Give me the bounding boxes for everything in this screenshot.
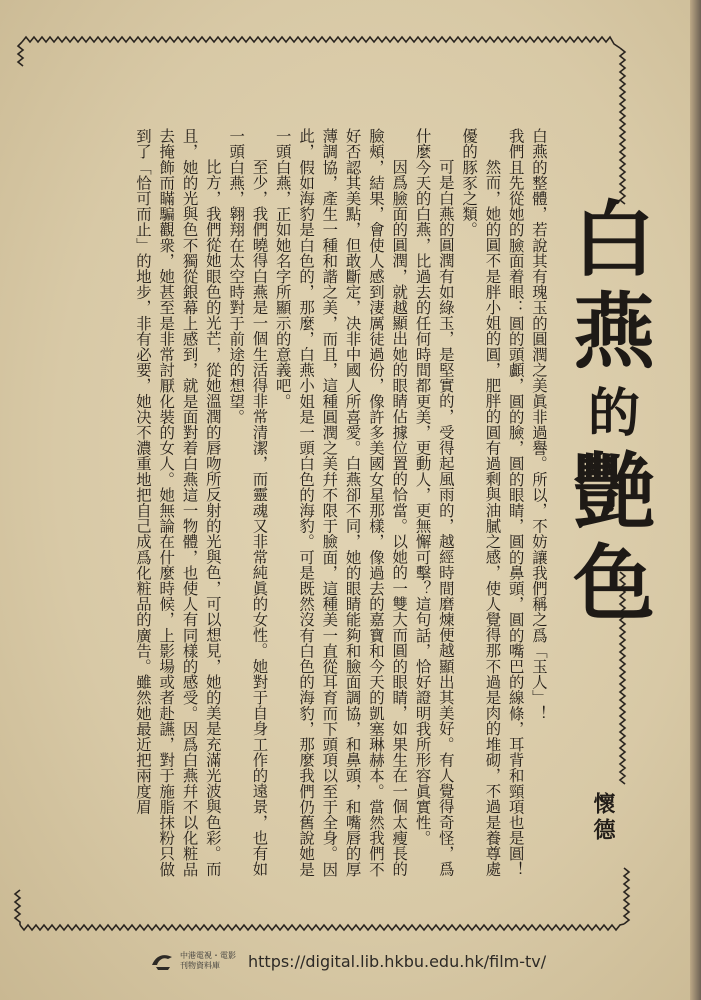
logo-line-2: 刊物資料庫 [180, 961, 220, 970]
watermark-footer [150, 951, 546, 971]
paragraph-2: 我們且先從她的臉面着眼：圓的頭顱，圓的臉，圓的眼睛，圓的鼻頭，圓的嘴巴的線條，耳背和頸項也是圓！ [506, 128, 525, 877]
border-bottom [20, 924, 624, 930]
author-name: 懷德 [590, 792, 616, 844]
border-left [18, 42, 23, 66]
border-left-lower [15, 890, 20, 925]
border-top [22, 37, 620, 48]
paragraph-4: 可是白燕的圓潤有如綠玉，是堅實的，受得起風雨的，越經時間磨煉便越顯出其美好。有人覺得奇怪，爲什麼今天的白燕，比過去的任何時間都更美，更動人，更無懈可擊？這句話，恰好證明我所形容眞實性。 [413, 128, 455, 877]
title-char-1: 白 [572, 193, 655, 288]
library-logo-icon [150, 951, 174, 971]
border-right [620, 48, 625, 204]
title-char-3: 的 [587, 384, 640, 444]
library-logo-text [180, 951, 236, 971]
source-url[interactable]: https://digital.lib.hkbu.edu.hk/film-tv/ [248, 951, 547, 971]
paragraph-6: 至少，我們曉得白燕是一個生活得非常清潔，而靈魂又非常純眞的女性。她對于自身工作的遠景，也有如一頭白燕，翱翔在太空時對于前途的想望。 [227, 128, 269, 877]
article-title [566, 193, 662, 636]
logo-line-1: 中港電視・電影 [180, 951, 236, 960]
border-right-bottom [624, 868, 629, 924]
paragraph-1: 白燕的整體，若說其有瑰玉的圓潤之美眞非過譽。所以，不妨讓我們稱之爲「玉人」！ [530, 128, 548, 721]
paragraph-7: 比方，我們從她眼色的光芒，從她溫潤的唇吻所反射的光與色，可以想見，她的美是充滿光波與色彩。而且，她的光與色不獨從銀幕上感到，就是面對着白燕這一物體，也使人有同樣的感受。因爲白燕幷不以化粧品去掩飾而瞞騙觀衆，她甚至是非常討厭化裝的女人。她無論在什麼時候，上影場或者赴讌，對于施脂抹粉只做到了「恰可而止」的地步，非有必要，她决不濃重地把自己成爲化粧品的廣告。雖然她最近把兩度眉 [133, 128, 222, 877]
paragraph-3: 然而，她的圓不是胖小姐的圓，肥胖的圓有過剩與油膩之感，使人覺得那不過是肉的堆砌，不過是養尊處優的豚豕之類。 [460, 128, 502, 877]
title-char-4: 艷 [572, 445, 655, 540]
article-body [36, 128, 550, 888]
title-char-2: 燕 [572, 285, 655, 380]
paragraph-5: 因爲臉面的圓潤，就越顯出她的眼睛佔據位置的恰當。以她的一雙大而圓的眼睛，如果生在一個太瘦長的臉頰，結果，會使人感到淒厲徒過份，像許多美國女星那樣，像過去的嘉寶和今天的凱塞琳赫本。當然我們不好否認其美點，但敢斷定，决非中國人所喜愛。白燕卻不同，她的眼睛能夠和臉面調協，和鼻頭，和嘴唇的厚薄調協，產生一種和諧之美，而且，這種圓潤之美幷不限于臉面，這種美一直從耳育而下頭項以至于全身。因此，假如海豹是白色的，那麼，白燕小姐是一頭白色的海豹。可是既然沒有白色的海豹，那麼我們仍舊說她是一頭白燕，正如她名字所顯示的意義吧。 [273, 128, 409, 877]
page-edge [690, 0, 701, 1000]
title-char-5: 色 [572, 537, 655, 632]
